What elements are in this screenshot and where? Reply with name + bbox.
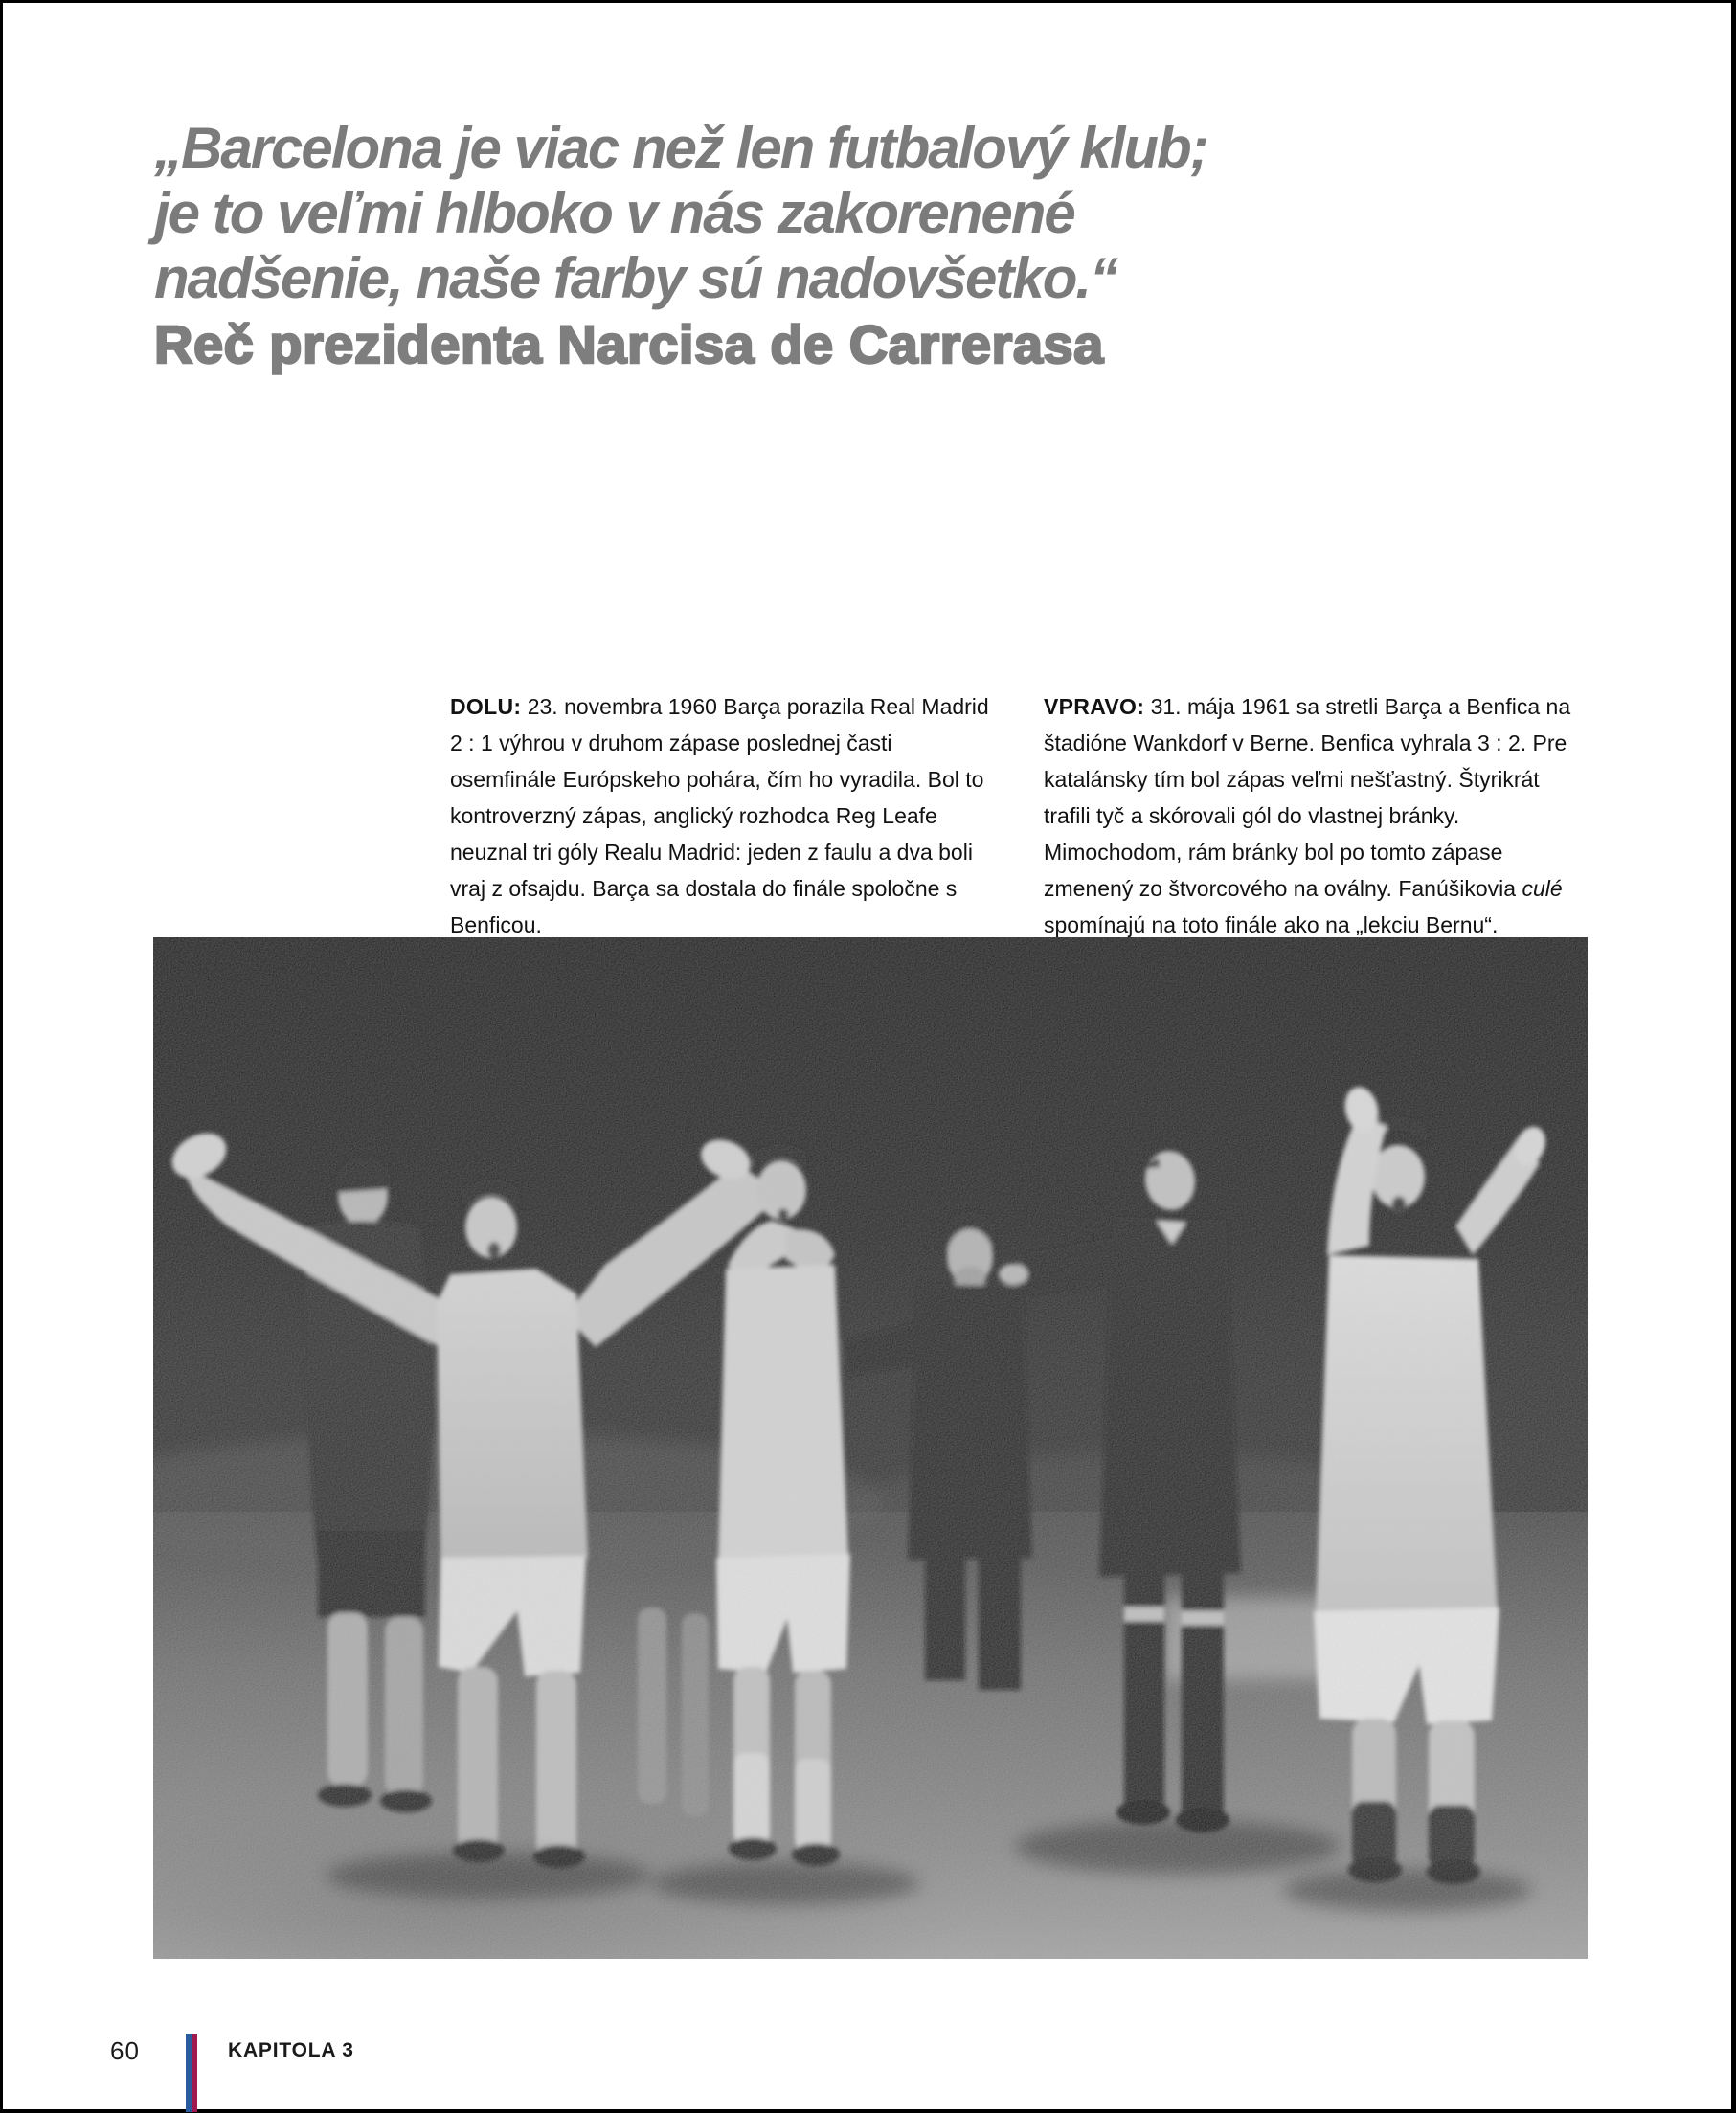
page-number: 60	[110, 2036, 140, 2065]
caption-right	[1044, 688, 1585, 943]
chapter-label: KAPITOLA 3	[228, 2039, 354, 2061]
footer-color-bar	[186, 2034, 197, 2112]
caption-left-label: DOLU:	[450, 694, 522, 719]
pull-quote	[154, 116, 1552, 378]
quote-attribution: Reč prezidenta Narcisa de Carrerasa	[154, 314, 1104, 374]
quote-line-1: „Barcelona je viac než len futbalový klub;	[154, 116, 1207, 180]
quote-line-3: nadšenie, naše farby sú nadovšetko.“	[154, 246, 1117, 310]
caption-right-italic-word: culé	[1522, 876, 1563, 901]
caption-right-text: 31. mája 1961 sa stretli Barça a Benfica na štadióne Wankdorf v Berne. Benfica vyhrala 3 : 2. Pre katalánsky tím bol zápas veľmi nešťastný. Štyrikrát trafili tyč a skórovali gól do vlastnej bránky. Mimochodom, rám bránky bol po tomto zápase zmenený zo štvorcového na oválny. Fanúšikovia culé spomínajú na toto finále ako na „lekciu Bernu“.	[1044, 694, 1571, 937]
photo-film-grain	[153, 937, 1588, 1959]
caption-left	[450, 688, 991, 943]
quote-line-2: je to veľmi hlboko v nás zakorenené	[154, 181, 1074, 245]
match-photo	[153, 937, 1588, 1959]
caption-left-text: 23. novembra 1960 Barça porazila Real Madrid 2 : 1 výhrou v druhom zápase poslednej časti osemfinále Európskeho pohára, čím ho vyradila. Bol to kontroverzný zápas, anglický rozhodca Reg Leafe neuznal tri góly Realu Madrid: jeden z faulu a dva boli vraj z ofsajdu. Barça sa dostala do finále spoločne s Benficou.	[450, 694, 989, 937]
caption-right-label: VPRAVO:	[1044, 694, 1145, 719]
match-photo-illustration	[153, 937, 1588, 1959]
